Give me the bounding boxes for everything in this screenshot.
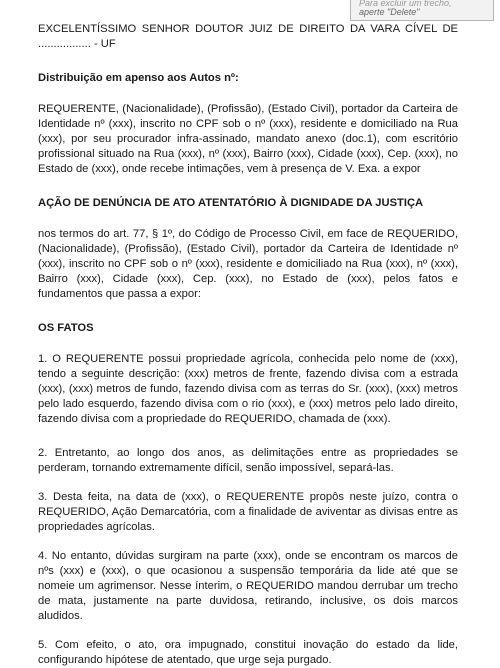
fact-paragraph-4[interactable]: 4. No entanto, dúvidas surgiram na parte (xxx), onde se encontram os marcos de nºs (xxx) e (xxx), o que ocasionou a suspensão temporária da lide até que se nomeie um agrimensor. Nesse ínterim, o REQUERIDO mandou derrubar um trecho de mata, justamente na parte duvidosa, retirando, inclusive, os dois marcos aludidos. (38, 550, 458, 622)
fact-paragraph-3[interactable]: 3. Desta feita, na data de (xxx), o REQUERENTE propôs neste juízo, contra o REQUERIDO, Ação Demarcatória, com a finalidade de aviventar as divisas entre as propriedades agrícolas. (38, 491, 458, 533)
action-paragraph[interactable]: nos termos do art. 77, § 1º, do Código de Processo Civil, em face de REQUERIDO, (Nacionalidade), (Profissão), (Estado Civil), portador da Carteira de Identidade nº (xxx), inscrito no CPF sob o nº (xxx), residente e domiciliado na Rua (xxx), nº (xxx), Bairro (xxx), Cidade (xxx), Cep. (xxx), no Estado de (xxx), pelos fatos e fundamentos que passa a expor: (38, 228, 458, 300)
intro-paragraph[interactable]: REQUERENTE, (Nacionalidade), (Profissão), (Estado Civil), portador da Carteira de Identidade nº (xxx), inscrito no CPF sob o nº (xxx), residente e domiciliado na Rua (xxx), por seu procurador infra-assinado, mandato anexo (doc.1), com escritório profissional situado na Rua (xxx), nº (xxx), Bairro (xxx), Cidade (xxx), Cep. (xxx), no Estado de (xxx), onde recebe intimações, vem à presença de V. Exa. a expor (38, 103, 458, 175)
fact-paragraph-2[interactable]: 2. Entretanto, ao longo dos anos, as delimitações entre as propriedades se perderam, tornando extremamente difícil, senão impossível, separá-las. (38, 447, 458, 474)
tooltip-line-1: Para excluir um trecho, (359, 0, 452, 7)
edit-hint-tooltip (350, 0, 494, 21)
facts-title[interactable]: OS FATOS (38, 322, 94, 334)
fact-paragraph-1[interactable]: 1. O REQUERENTE possui propriedade agrícola, conhecida pelo nome de (xxx), tendo a seguinte descrição: (xxx) metros de frente, fazendo divisa com a estrada (xxx), (xxx) metros de fundo, fazendo divisa com as terras do Sr. (xxx), (xxx) metros pelo lado esquerdo, fazendo divisa com o rio (xxx), e (xxx) metros pelo lado direito, fazendo divisa com a propriedade do REQUERIDO, chamada de (xxx). (38, 353, 458, 425)
fact-paragraph-5[interactable]: 5. Com efeito, o ato, ora impugnado, constitui inovação do estado da lide, configurando hipótese de atentado, que urge seja purgado. (38, 639, 458, 666)
court-address-header[interactable]: EXCELENTÍSSIMO SENHOR DOUTOR JUIZ DE DIREITO DA VARA CÍVEL DE ................. - UF (38, 23, 458, 50)
petition-document[interactable] (38, 22, 458, 668)
tooltip-line-2: aperte "Delete" (359, 7, 420, 17)
action-title[interactable]: AÇÃO DE DENÚNCIA DE ATO ATENTATÓRIO À DIGNIDADE DA JUSTIÇA (38, 197, 424, 209)
distribution-line[interactable]: Distribuição em apenso aos Autos nº: (38, 72, 239, 84)
